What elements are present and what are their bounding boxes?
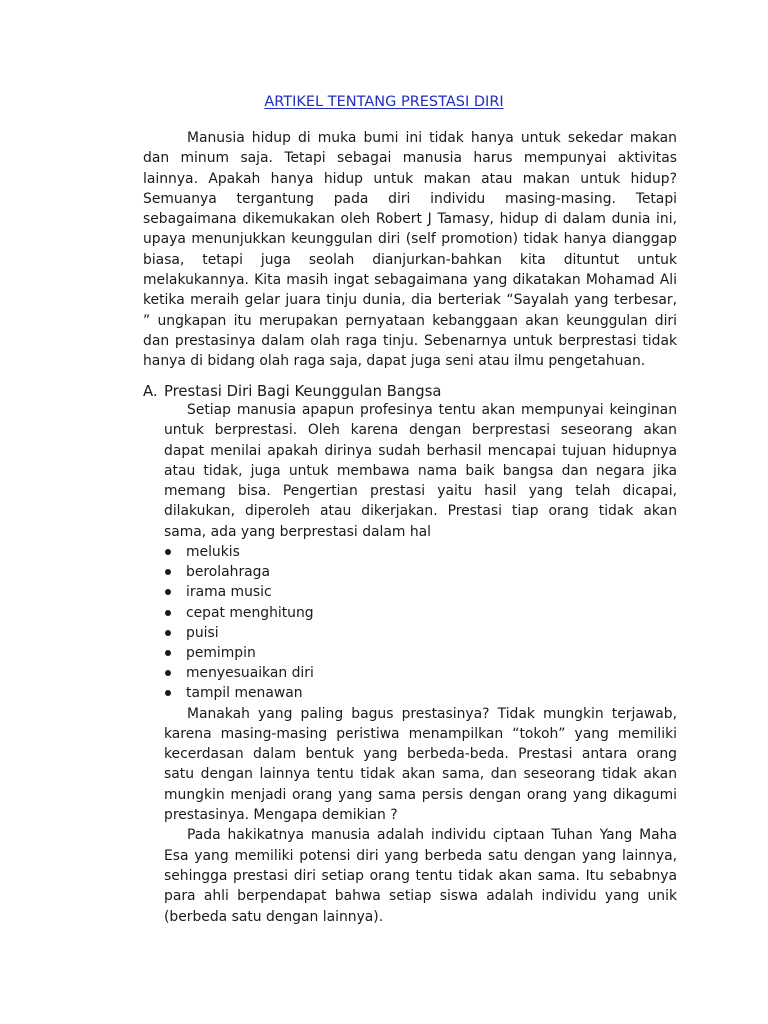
section-a-paragraph-3: Pada hakikatnya manusia adalah individu ciptaan Tuhan Yang Maha Esa yang memiliki potensi diri yang berbeda satu dengan yang lainnya, sehingga prestasi diri setiap orang tentu tidak akan sama. Itu sebabnya para ahli berpendapat bahwa setiap siswa adalah individu yang unik (berbeda satu dengan lainnya). <box>164 827 677 925</box>
section-a-paragraph-1: Setiap manusia apapun profesinya tentu akan mempunyai keinginan untuk berprestasi. Oleh karena dengan berprestasi seseorang akan dapat menilai apakah dirinya sudah berhasil mencapai tujuan hidupnya atau tidak, juga untuk membawa nama baik bangsa dan negara jika memang bisa. Pengertian prestasi yaitu hasil yang telah dicapai, dilakukan, diperoleh atau dikerjakan. Prestasi tiap orang tidak akan sama, ada yang berprestasi dalam hal <box>164 402 677 540</box>
bullet-icon <box>165 569 171 575</box>
section-a-heading <box>143 382 441 402</box>
bullet-icon <box>165 670 171 676</box>
section-a-title: Prestasi Diri Bagi Keunggulan Bangsa <box>164 383 442 400</box>
bullet-icon <box>165 589 171 595</box>
bullet-icon <box>165 630 171 636</box>
list-item-text: menyesuaikan diri <box>186 665 314 682</box>
list-item <box>164 542 677 562</box>
section-a-letter: A. <box>143 383 158 400</box>
list-item-text: irama music <box>186 584 272 601</box>
list-item-text: cepat menghitung <box>186 604 314 621</box>
list-item <box>164 663 677 683</box>
list-item <box>164 603 677 623</box>
list-item-text: tampil menawan <box>186 685 303 702</box>
list-item <box>164 582 677 602</box>
list-item-text: berolahraga <box>186 564 270 581</box>
bullet-icon <box>165 549 171 555</box>
list-item-text: melukis <box>186 544 240 561</box>
list-item <box>164 562 677 582</box>
bullet-icon <box>165 610 171 616</box>
list-item <box>164 683 677 703</box>
section-a-body <box>164 400 677 927</box>
article-title <box>0 92 768 112</box>
section-a-paragraph-2: Manakah yang paling bagus prestasinya? Tidak mungkin terjawab, karena masing-masing peristiwa menampilkan “tokoh” yang memiliki kecerdasan dalam bentuk yang berbeda-beda. Prestasi antara orang satu dengan lainnya tentu tidak akan sama, dan seseorang tidak akan mungkin menjadi orang yang sama persis dengan orang yang dikagumi prestasinya. Mengapa demikian ? <box>164 705 677 824</box>
article-title-link[interactable]: ARTIKEL TENTANG PRESTASI DIRI <box>264 94 504 110</box>
bullet-icon <box>165 650 171 656</box>
list-item-text: puisi <box>186 624 219 641</box>
intro-paragraph: Manusia hidup di muka bumi ini tidak hanya untuk sekedar makan dan minum saja. Tetapi sebagai manusia harus mempunyai aktivitas lainnya. Apakah hanya hidup untuk makan atau makan untuk hidup? Semuanya tergantung pada diri individu masing-masing. Tetapi sebagaimana dikemukakan oleh Robert J Tamasy, hidup di dalam dunia ini, upaya menunjukkan keunggulan diri (self promotion) tidak hanya dianggap biasa, tetapi juga seolah dianjurkan-bahkan kita dituntut untuk melakukannya. Kita masih ingat sebagaimana yang dikatakan Mohamad Ali ketika meraih gelar juara tinju dunia, dia berteriak “Sayalah yang terbesar, ” ungkapan itu merupakan pernyataan kebanggaan akan keunggulan diri dan prestasinya dalam olah raga tinju. Sebenarnya untuk berprestasi tidak hanya di bidang olah raga saja, dapat juga seni atau ilmu pengetahuan. <box>143 130 677 370</box>
bullet-icon <box>165 690 171 696</box>
achievement-list <box>164 542 677 704</box>
list-item <box>164 623 677 643</box>
list-item <box>164 643 677 663</box>
list-item-text: pemimpin <box>186 645 256 662</box>
